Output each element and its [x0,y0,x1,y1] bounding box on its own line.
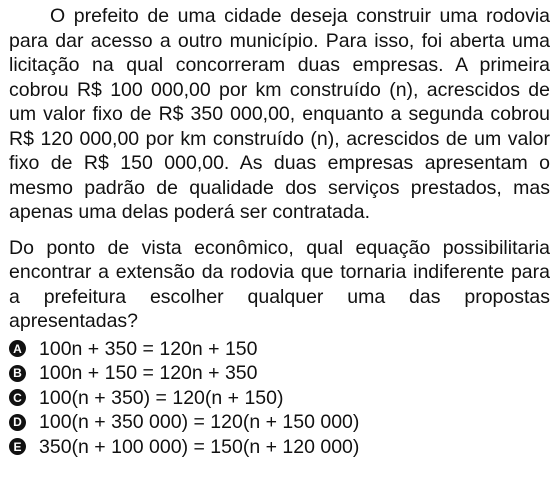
question-block [9,4,550,459]
option-d[interactable] [9,410,550,435]
question-prompt: Do ponto de vista econômico, qual equação possibilitaria encontrar a extensão da rodovia que tornaria indiferente para a prefeitura escolher qualquer uma das propostas apresentadas? [9,236,550,332]
option-e-badge: E [9,438,26,455]
option-a-text: 100n + 350 = 120n + 150 [39,337,258,360]
option-d-text: 100(n + 350 000) = 120(n + 150 000) [39,411,360,433]
option-e-text: 350(n + 100 000) = 150(n + 120 000) [39,435,360,458]
option-a[interactable] [9,337,550,362]
statement-paragraph: O prefeito de uma cidade deseja construir uma rodovia para dar acesso a outro município. Para isso, foi aberta uma licitação na qual concorreram duas empresas. A primeira cobrou R$ 100 000,00 por km construído (n), acrescidos de um valor fixo de R$ 350 000,00, enquanto a segunda cobrou R$ 120 000,00 por km construído (n), acrescidos de um valor fixo de R$ 150 000,00. As duas empresas apresentam o mesmo padrão de qualidade dos serviços prestados, mas apenas uma delas poderá ser contratada. [9,5,550,223]
answer-options [9,337,550,460]
option-e[interactable] [9,435,550,460]
option-b[interactable] [9,361,550,386]
option-a-badge: A [9,340,26,357]
option-c-badge: C [9,389,26,406]
option-c-text: 100(n + 350) = 120(n + 150) [39,386,284,409]
option-b-text: 100n + 150 = 120n + 350 [39,362,258,384]
option-c[interactable] [9,386,550,411]
option-b-badge: B [9,365,26,382]
option-d-badge: D [9,414,26,431]
